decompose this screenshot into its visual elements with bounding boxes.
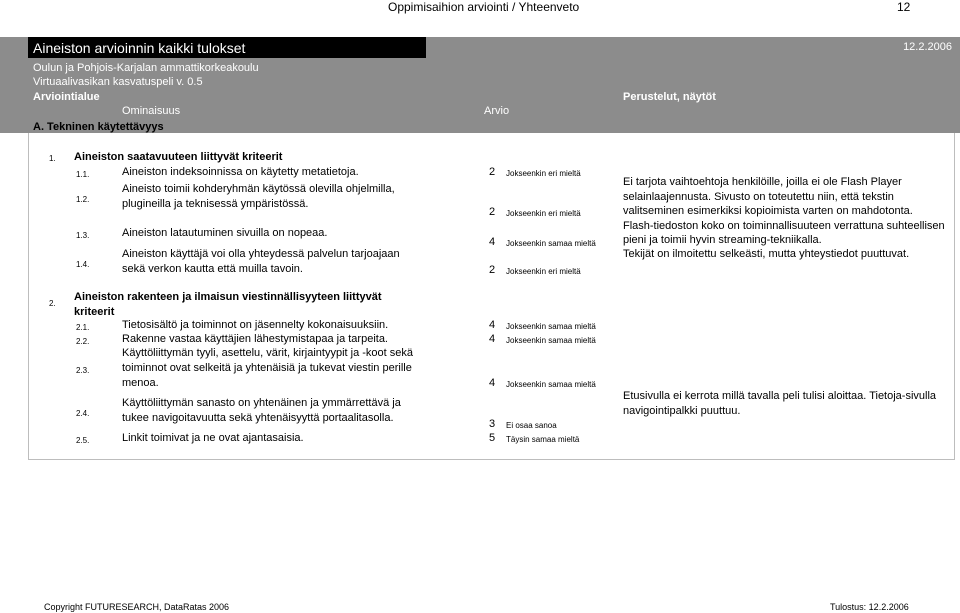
criterion-score-label: Jokseenkin eri mieltä <box>506 209 581 218</box>
section-title: Aineiston saatavuuteen liittyvät kriteerit <box>74 151 283 163</box>
criterion-score: 3 <box>489 418 496 430</box>
criterion-score: 4 <box>489 377 496 389</box>
section-number: 2. <box>49 299 56 308</box>
criterion-score-label: Jokseenkin eri mieltä <box>506 169 581 178</box>
criterion-number: 1.1. <box>76 170 90 179</box>
criterion-score: 5 <box>489 432 496 444</box>
criterion-score: 4 <box>489 319 496 331</box>
criterion-text: menoa. <box>122 377 159 389</box>
criterion-text: Aineiston käyttäjä voi olla yhteydessä palvelun tarjoajaan <box>122 248 400 260</box>
subject: Virtuaalivasikan kasvatuspeli v. 0.5 <box>33 76 203 88</box>
note-text: Etusivulla ei kerrota millä tavalla peli tulisi aloittaa. Tietoja-sivulla <box>623 390 937 402</box>
criterion-score-label: Jokseenkin samaa mieltä <box>506 322 596 331</box>
page-number: 12 <box>897 0 911 14</box>
report-title: Aineiston arvioinnin kaikki tulokset <box>33 40 246 56</box>
report-date: 12.2.2006 <box>903 41 952 53</box>
note-text: navigointipalkki puuttuu. <box>623 405 741 417</box>
criterion-text: Aineiston indeksoinnissa on käytetty metatietoja. <box>122 166 359 178</box>
note-text: Flash-tiedoston koko on toiminnallisuuteen verrattuna suhteellisen <box>623 220 945 232</box>
criterion-number: 2.5. <box>76 436 90 445</box>
criterion-score-label: Jokseenkin eri mieltä <box>506 267 581 276</box>
note-text: selainlaajennusta. Sivusto on toteutettu niin, että tekstin <box>623 191 894 203</box>
criterion-number: 1.3. <box>76 231 90 240</box>
criterion-text: plugineilla ja teknisessä ympäristössä. <box>122 198 309 210</box>
criterion-text: Käyttöliittymän sanasto on yhtenäinen ja ymmärrettävä ja <box>122 397 401 409</box>
footer-copyright: Copyright FUTURESEARCH, DataRatas 2006 <box>44 602 230 612</box>
area-label: Arviointialue <box>33 91 100 103</box>
criterion-score-label: Jokseenkin samaa mieltä <box>506 380 596 389</box>
criterion-score: 4 <box>489 236 496 248</box>
criterion-score-label: Täysin samaa mieltä <box>506 435 580 444</box>
criterion-text: Tietosisältö ja toiminnot on jäsennelty kokonaisuuksiin. <box>122 319 389 331</box>
criterion-text: sekä verkon kautta että muilla tavoin. <box>122 263 303 275</box>
criterion-text: Aineisto toimii kohderyhmän käytössä olevilla ohjelmilla, <box>122 183 395 195</box>
category-title: A. Tekninen käytettävyys <box>33 121 164 133</box>
criterion-score-label: Ei osaa sanoa <box>506 421 557 430</box>
note-text: valitseminen esimerkiksi kopioimista varten on mahdotonta. <box>623 205 913 217</box>
note-text: pieni ja toimii hyvin streaming-tekniikalla. <box>623 234 822 246</box>
criterion-number: 2.4. <box>76 409 90 418</box>
note-text: Ei tarjota vaihtoehtoja henkilöille, joilla ei ole Flash Player <box>623 176 902 188</box>
column-notes: Perustelut, näytöt <box>623 91 716 103</box>
criterion-score-label: Jokseenkin samaa mieltä <box>506 239 596 248</box>
criterion-number: 2.3. <box>76 366 90 375</box>
column-rating: Arvio <box>484 105 510 117</box>
criterion-number: 2.1. <box>76 323 90 332</box>
criterion-score: 4 <box>489 333 496 345</box>
organization: Oulun ja Pohjois-Karjalan ammattikorkeakoulu <box>33 62 259 74</box>
criterion-text: Linkit toimivat ja ne ovat ajantasaisia. <box>122 432 304 444</box>
column-property: Ominaisuus <box>122 105 181 117</box>
criterion-number: 1.2. <box>76 195 90 204</box>
criterion-score: 2 <box>489 264 496 276</box>
page-title: Oppimisaihion arviointi / Yhteenveto <box>388 0 580 14</box>
section-number: 1. <box>49 154 56 163</box>
criterion-text: Käyttöliittymän tyyli, asettelu, värit, kirjaintyypit ja -koot sekä <box>122 347 413 359</box>
criterion-number: 2.2. <box>76 337 90 346</box>
section-title: kriteerit <box>74 306 115 318</box>
criterion-text: tukee navigoitavuutta sekä yhtenäisyyttä portaalitasolla. <box>122 412 394 424</box>
footer-print-date: Tulostus: 12.2.2006 <box>830 602 909 612</box>
criterion-score-label: Jokseenkin samaa mieltä <box>506 336 596 345</box>
criterion-number: 1.4. <box>76 260 90 269</box>
criterion-score: 2 <box>489 206 496 218</box>
criterion-text: Rakenne vastaa käyttäjien lähestymistapaa ja tarpeita. <box>122 333 388 345</box>
note-text: Tekijät on ilmoitettu selkeästi, mutta yhteystiedot puuttuvat. <box>623 248 910 260</box>
criterion-score: 2 <box>489 166 496 178</box>
criterion-text: Aineiston latautuminen sivuilla on nopeaa. <box>122 227 328 239</box>
section-title: Aineiston rakenteen ja ilmaisun viestinnällisyyteen liittyvät <box>74 291 382 303</box>
criterion-text: toiminnot ovat selkeitä ja yhtenäisiä ja tukevat viestin perille <box>122 362 412 374</box>
